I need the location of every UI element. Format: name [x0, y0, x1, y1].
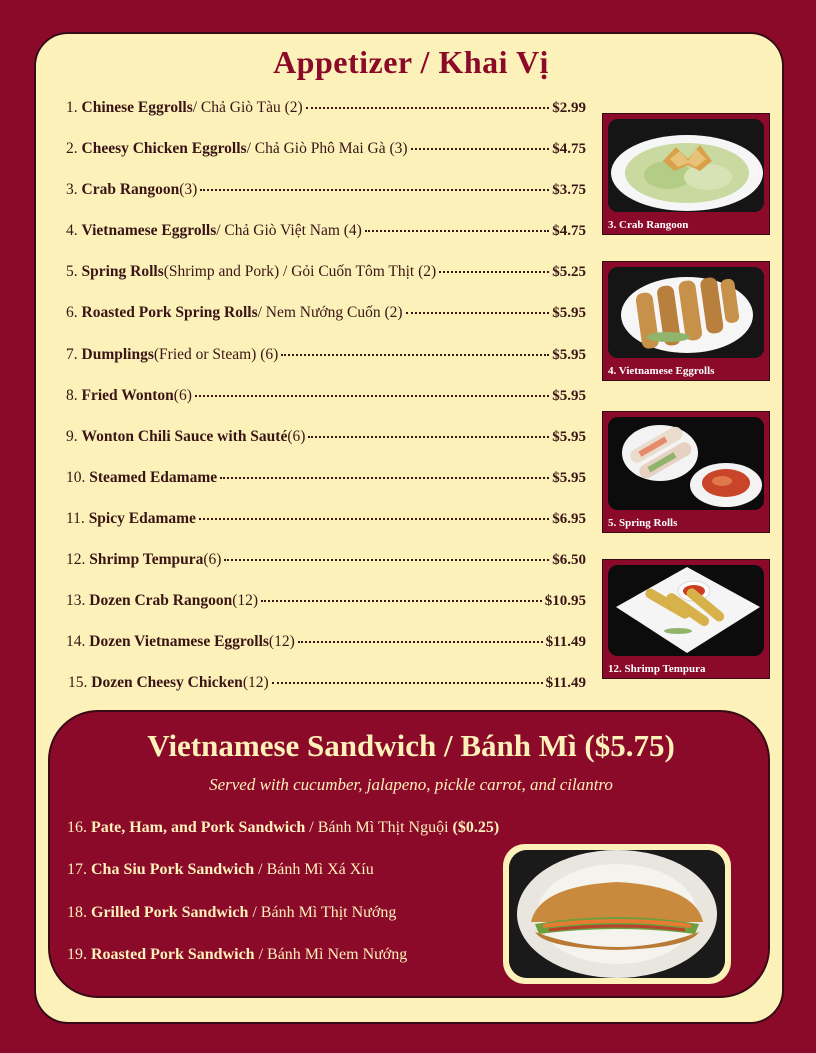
photo-spring-rolls [602, 411, 770, 533]
menu-item: 2. Cheesy Chicken Eggrolls / Chả Giò Phô Mai Gà (3) $4.75 [66, 135, 586, 176]
extra-price: ($0.25) [452, 819, 500, 836]
item-price: $4.75 [552, 223, 586, 240]
spring-rolls-image [608, 417, 764, 510]
menu-item: 14. Dozen Vietnamese Eggrolls (12) $11.49 [66, 628, 586, 669]
item-price: $5.95 [552, 428, 586, 445]
item-price: $10.95 [544, 593, 586, 610]
sandwich-section [48, 710, 770, 998]
menu-item: 15. Dozen Cheesy Chicken (12) $11.49 [66, 669, 586, 710]
photo-caption: 3. Crab Rangoon [608, 219, 689, 231]
item-price: $11.49 [545, 675, 586, 692]
menu-item: 1. Chinese Eggrolls / Chả Giò Tàu (2) $2.99 [66, 94, 586, 135]
sandwich-item: 18. Grilled Pork Sandwich / Bánh Mì Thịt Nướng [67, 903, 397, 921]
item-price: $5.95 [552, 305, 586, 322]
menu-item: 3. Crab Rangoon (3) $3.75 [66, 176, 586, 217]
item-price: $3.75 [552, 182, 586, 199]
menu-item: 9. Wonton Chili Sauce with Sauté (6) $5.95 [66, 423, 586, 464]
appetizer-list [66, 94, 586, 710]
photo-crab-rangoon [602, 113, 770, 235]
photo-caption: 12. Shrimp Tempura [608, 663, 706, 675]
item-price: $4.75 [552, 141, 586, 158]
crab-rangoon-image [608, 119, 764, 212]
banh-mi-image [509, 850, 725, 978]
appetizer-title: Appetizer / Khai Vị [273, 44, 549, 80]
item-price: $2.99 [552, 100, 586, 116]
menu-item: 12. Shrimp Tempura (6) $6.50 [66, 546, 586, 587]
menu-item: 5. Spring Rolls (Shrimp and Pork) / Gỏi Cuốn Tôm Thịt (2) $5.25 [66, 258, 586, 299]
menu-item: 10. Steamed Edamame $5.95 [66, 464, 586, 505]
item-price: $6.50 [552, 552, 586, 569]
photo-caption: 4. Vietnamese Eggrolls [608, 365, 715, 377]
banh-mi-photo [503, 844, 731, 984]
menu-item: 4. Vietnamese Eggrolls / Chả Giò Việt Nam (4) $4.75 [66, 217, 586, 258]
photo-shrimp-tempura [602, 559, 770, 679]
photo-caption: 5. Spring Rolls [608, 517, 678, 529]
menu-item: 11. Spicy Edamame $6.95 [66, 505, 586, 546]
sandwich-title: Vietnamese Sandwich / Bánh Mì ($5.75) [147, 728, 675, 763]
menu-item: 6. Roasted Pork Spring Rolls / Nem Nướng Cuốn (2) $5.95 [66, 299, 586, 340]
menu-item: 7. Dumplings (Fried or Steam) (6) $5.95 [66, 341, 586, 382]
menu-card [34, 32, 784, 1024]
sandwich-subtitle: Served with cucumber, jalapeno, pickle carrot, and cilantro [209, 775, 613, 794]
sandwich-item: 19. Roasted Pork Sandwich / Bánh Mì Nem Nướng [67, 945, 408, 963]
shrimp-tempura-image [608, 565, 764, 656]
item-price: $5.95 [552, 469, 586, 486]
item-price: $6.95 [552, 510, 586, 527]
item-price: $5.25 [552, 264, 586, 281]
item-price: $5.95 [552, 346, 586, 363]
menu-item: 13. Dozen Crab Rangoon (12) $10.95 [66, 587, 586, 628]
sandwich-list [67, 816, 499, 985]
item-price: $5.95 [552, 387, 586, 404]
item-price: $11.49 [545, 634, 586, 651]
menu-item: 8. Fried Wonton (6) $5.95 [66, 382, 586, 423]
sandwich-item: 17. Cha Siu Pork Sandwich / Bánh Mì Xá Xíu [67, 861, 374, 879]
eggrolls-image [608, 267, 764, 358]
photo-vietnamese-eggrolls [602, 261, 770, 381]
sandwich-item: 16. Pate, Ham, and Pork Sandwich / Bánh Mì Thịt Nguội ($0.25) [67, 819, 500, 836]
